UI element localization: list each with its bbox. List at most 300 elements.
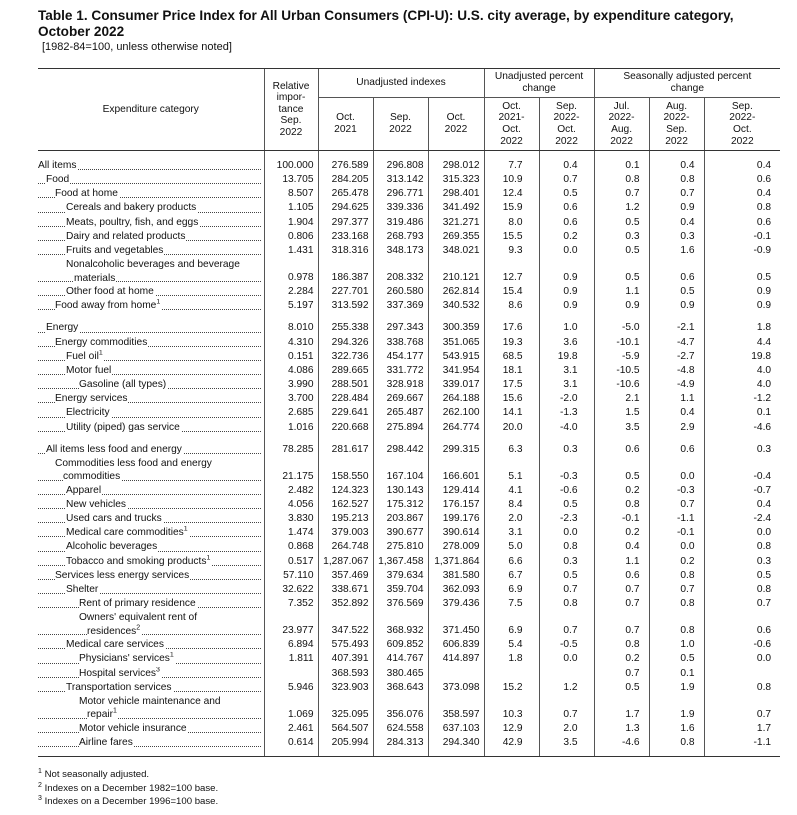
row-value: 276.589 <box>318 159 373 173</box>
row-value: 298.401 <box>428 187 484 201</box>
row-value: 0.3 <box>649 230 704 244</box>
table-row <box>38 350 780 364</box>
row-category-label: Fuel oil$^1$ <box>38 350 264 364</box>
row-value: 1.016 <box>264 421 318 435</box>
row-value: 275.810 <box>373 540 428 554</box>
row-value: 3.5 <box>594 421 649 435</box>
row-value: 0.5 <box>594 216 649 230</box>
row-value: 0.7 <box>539 173 594 187</box>
row-value: 325.095 <box>318 695 373 722</box>
row-value: 351.065 <box>428 336 484 350</box>
row-value: 313.142 <box>373 173 428 187</box>
row-value: 0.151 <box>264 350 318 364</box>
row-category-label: Hospital services$^3$ <box>38 667 264 681</box>
row-value: 348.173 <box>373 244 428 258</box>
row-value: 0.1 <box>594 159 649 173</box>
row-value: 454.177 <box>373 350 428 364</box>
row-value: 8.4 <box>484 498 539 512</box>
row-value: -2.0 <box>539 392 594 406</box>
row-value: 322.736 <box>318 350 373 364</box>
row-category-label: Cereals and bakery products <box>38 201 264 215</box>
row-value: 0.6 <box>649 443 704 457</box>
row-value: 3.5 <box>539 736 594 750</box>
row-category-label: Food at home <box>38 187 264 201</box>
row-value: 0.7 <box>539 611 594 638</box>
row-value: 338.768 <box>373 336 428 350</box>
row-category-label: Motor vehicle maintenance and repair$^1$ <box>38 695 264 722</box>
row-value: 176.157 <box>428 498 484 512</box>
row-value: 208.332 <box>373 258 428 285</box>
row-value: 3.830 <box>264 512 318 526</box>
row-value: 1.3 <box>594 722 649 736</box>
row-value: 0.7 <box>594 597 649 611</box>
row-value: 268.793 <box>373 230 428 244</box>
table-row <box>38 443 780 457</box>
row-value: 288.501 <box>318 378 373 392</box>
row-value: 0.7 <box>539 583 594 597</box>
row-value: -4.8 <box>649 364 704 378</box>
row-value: 1.9 <box>649 695 704 722</box>
row-value: 362.093 <box>428 583 484 597</box>
row-category-label: Airline fares <box>38 736 264 750</box>
row-value: 2.1 <box>594 392 649 406</box>
row-value: 18.1 <box>484 364 539 378</box>
row-value: 0.3 <box>594 230 649 244</box>
row-value: 299.315 <box>428 443 484 457</box>
header-period-col: Oct. 2021- Oct. 2022 <box>484 98 539 151</box>
row-value: 2.0 <box>484 512 539 526</box>
row-value: 1,287.067 <box>318 555 373 569</box>
row-value: -0.7 <box>704 484 780 498</box>
row-value: 348.021 <box>428 244 484 258</box>
row-value: 0.9 <box>704 299 780 313</box>
table-title: Table 1. Consumer Price Index for All Urban Consumers (CPI-U): U.S. city average, by expenditure category, October 2022 <box>38 8 734 39</box>
row-value: 341.954 <box>428 364 484 378</box>
row-value: -0.1 <box>594 512 649 526</box>
footnotes <box>38 768 218 809</box>
table-row <box>38 216 780 230</box>
row-value: 3.1 <box>484 526 539 540</box>
row-value: 0.614 <box>264 736 318 750</box>
row-value: 220.668 <box>318 421 373 435</box>
header-period-col: Jul. 2022- Aug. 2022 <box>594 98 649 151</box>
table-row <box>38 457 780 484</box>
row-value: 9.3 <box>484 244 539 258</box>
row-value: 0.2 <box>649 555 704 569</box>
row-value: 57.110 <box>264 569 318 583</box>
row-value: 0.9 <box>594 299 649 313</box>
row-value: 0.6 <box>539 216 594 230</box>
row-value: 338.671 <box>318 583 373 597</box>
row-value: 264.188 <box>428 392 484 406</box>
row-value: -5.9 <box>594 350 649 364</box>
row-value: 21.175 <box>264 457 318 484</box>
row-value: 0.8 <box>594 498 649 512</box>
row-value: -2.3 <box>539 512 594 526</box>
row-category-label: Energy commodities <box>38 336 264 350</box>
header-period-col: Sep. 2022 <box>373 98 428 151</box>
row-value: 2.461 <box>264 722 318 736</box>
row-value: 340.532 <box>428 299 484 313</box>
row-value: 0.5 <box>594 258 649 285</box>
row-value: 356.076 <box>373 695 428 722</box>
row-value: 0.6 <box>649 258 704 285</box>
table-row <box>38 244 780 258</box>
row-value: 10.3 <box>484 695 539 722</box>
row-value: 0.4 <box>594 540 649 554</box>
row-value: -0.6 <box>539 484 594 498</box>
row-value: 371.450 <box>428 611 484 638</box>
table-row <box>38 555 780 569</box>
row-value: 5.946 <box>264 681 318 695</box>
row-value: 379.436 <box>428 597 484 611</box>
row-value: 269.355 <box>428 230 484 244</box>
row-value: -1.2 <box>704 392 780 406</box>
table-row <box>38 667 780 681</box>
row-value: 294.340 <box>428 736 484 750</box>
row-value: 158.550 <box>318 457 373 484</box>
row-value: 0.9 <box>704 285 780 299</box>
table-row <box>38 299 780 313</box>
row-value: -0.5 <box>539 638 594 652</box>
row-value: 15.4 <box>484 285 539 299</box>
row-value: 0.978 <box>264 258 318 285</box>
table-row <box>38 569 780 583</box>
row-value: 2.284 <box>264 285 318 299</box>
row-value: 1.474 <box>264 526 318 540</box>
table-row <box>38 611 780 638</box>
row-value: 4.086 <box>264 364 318 378</box>
row-value: 319.486 <box>373 216 428 230</box>
row-value: 0.7 <box>649 187 704 201</box>
table-row <box>38 652 780 666</box>
row-value: 358.597 <box>428 695 484 722</box>
row-value: 0.9 <box>539 258 594 285</box>
row-value: 6.6 <box>484 555 539 569</box>
row-value: 228.484 <box>318 392 373 406</box>
row-value: 0.4 <box>649 159 704 173</box>
row-value: 195.213 <box>318 512 373 526</box>
row-value: 1.1 <box>594 555 649 569</box>
row-value: 606.839 <box>428 638 484 652</box>
row-value: 347.522 <box>318 611 373 638</box>
row-category-label: Tobacco and smoking products$^1$ <box>38 555 264 569</box>
row-value: 12.9 <box>484 722 539 736</box>
row-value: 15.5 <box>484 230 539 244</box>
table-row <box>38 512 780 526</box>
row-category-label: All items <box>38 159 264 173</box>
row-value: 379.634 <box>373 569 428 583</box>
row-value: 390.677 <box>373 526 428 540</box>
row-value: 13.705 <box>264 173 318 187</box>
table-row <box>38 187 780 201</box>
row-value: 264.748 <box>318 540 373 554</box>
row-category-label: Commodities less food and energy commodities <box>38 457 264 484</box>
row-value <box>428 667 484 681</box>
row-value: 203.867 <box>373 512 428 526</box>
row-value: 0.4 <box>704 498 780 512</box>
row-value: -2.4 <box>704 512 780 526</box>
row-value: 0.8 <box>704 201 780 215</box>
row-value: 175.312 <box>373 498 428 512</box>
row-category-label: Medical care services <box>38 638 264 652</box>
row-value: 368.593 <box>318 667 373 681</box>
row-value: 4.1 <box>484 484 539 498</box>
row-value: 624.558 <box>373 722 428 736</box>
row-value: 23.977 <box>264 611 318 638</box>
row-value: 68.5 <box>484 350 539 364</box>
row-value: 368.932 <box>373 611 428 638</box>
row-category-label: Electricity <box>38 406 264 420</box>
row-value: -0.1 <box>649 526 704 540</box>
row-value: 0.6 <box>704 611 780 638</box>
row-value: 210.121 <box>428 258 484 285</box>
row-value: 390.614 <box>428 526 484 540</box>
row-value: -5.0 <box>594 321 649 335</box>
row-category-label: Apparel <box>38 484 264 498</box>
row-value: 0.8 <box>649 736 704 750</box>
row-value: 3.700 <box>264 392 318 406</box>
row-value: 1.7 <box>704 722 780 736</box>
row-value: 0.5 <box>704 569 780 583</box>
row-value: -4.0 <box>539 421 594 435</box>
table-row <box>38 321 780 335</box>
row-value: 284.205 <box>318 173 373 187</box>
row-value: 0.517 <box>264 555 318 569</box>
table-row <box>38 526 780 540</box>
row-value: 4.310 <box>264 336 318 350</box>
row-value: 19.8 <box>704 350 780 364</box>
row-value: 1.5 <box>594 406 649 420</box>
row-value: 0.5 <box>649 285 704 299</box>
row-value: 0.8 <box>649 173 704 187</box>
row-value: 3.1 <box>539 378 594 392</box>
row-value: 0.6 <box>704 216 780 230</box>
row-value: -4.7 <box>649 336 704 350</box>
row-value: 543.915 <box>428 350 484 364</box>
row-category-label: Services less energy services <box>38 569 264 583</box>
row-value: 0.9 <box>649 299 704 313</box>
row-value: 323.903 <box>318 681 373 695</box>
row-value: 0.6 <box>539 201 594 215</box>
row-value: 19.3 <box>484 336 539 350</box>
row-value: 352.892 <box>318 597 373 611</box>
row-value <box>704 667 780 681</box>
row-value: 0.7 <box>704 695 780 722</box>
row-value: 205.994 <box>318 736 373 750</box>
table-row <box>38 392 780 406</box>
row-value: 0.7 <box>594 187 649 201</box>
row-value: 0.7 <box>649 498 704 512</box>
row-value: 162.527 <box>318 498 373 512</box>
row-value: 129.414 <box>428 484 484 498</box>
row-value: -4.6 <box>594 736 649 750</box>
row-value: 296.771 <box>373 187 428 201</box>
table-row <box>38 159 780 173</box>
row-value: 0.2 <box>539 230 594 244</box>
footnote: $^3$ Indexes on a December 1996=100 base. <box>38 794 219 807</box>
row-value: 8.0 <box>484 216 539 230</box>
row-value: 0.4 <box>649 406 704 420</box>
row-value: 331.772 <box>373 364 428 378</box>
row-value: 0.9 <box>539 285 594 299</box>
row-value: 167.104 <box>373 457 428 484</box>
row-value: 341.492 <box>428 201 484 215</box>
row-value: 0.5 <box>539 498 594 512</box>
row-value: 289.665 <box>318 364 373 378</box>
row-value: 0.3 <box>539 443 594 457</box>
row-value: 7.5 <box>484 597 539 611</box>
row-value: 130.143 <box>373 484 428 498</box>
row-value: 3.1 <box>539 364 594 378</box>
row-value: 264.774 <box>428 421 484 435</box>
row-value: 14.1 <box>484 406 539 420</box>
row-value: -4.9 <box>649 378 704 392</box>
row-value: 0.806 <box>264 230 318 244</box>
row-value: 1,371.864 <box>428 555 484 569</box>
row-category-label: Rent of primary residence <box>38 597 264 611</box>
row-value: 4.0 <box>704 364 780 378</box>
row-category-label: Energy <box>38 321 264 335</box>
row-value: 321.271 <box>428 216 484 230</box>
row-value: 0.5 <box>704 258 780 285</box>
row-value: 0.6 <box>594 569 649 583</box>
row-value: 0.0 <box>704 652 780 666</box>
row-value: 1.1 <box>649 392 704 406</box>
row-value: 575.493 <box>318 638 373 652</box>
row-value: 0.1 <box>649 667 704 681</box>
row-value: 1.6 <box>649 244 704 258</box>
row-value: -1.1 <box>649 512 704 526</box>
row-value: 275.894 <box>373 421 428 435</box>
row-value: 5.1 <box>484 457 539 484</box>
table-row <box>38 336 780 350</box>
row-value: 0.4 <box>704 187 780 201</box>
row-value: 0.8 <box>649 597 704 611</box>
row-value: 100.000 <box>264 159 318 173</box>
table-row <box>38 695 780 722</box>
row-value: 1,367.458 <box>373 555 428 569</box>
row-value: 8.010 <box>264 321 318 335</box>
row-value: 0.0 <box>649 540 704 554</box>
row-value: 17.6 <box>484 321 539 335</box>
row-category-label: Dairy and related products <box>38 230 264 244</box>
row-category-label: New vehicles <box>38 498 264 512</box>
header-seasonally-adjusted-percent-change: Seasonally adjusted percent change <box>594 69 780 98</box>
row-value: 0.5 <box>594 244 649 258</box>
row-value: 199.176 <box>428 512 484 526</box>
row-value: 315.323 <box>428 173 484 187</box>
table-row <box>38 638 780 652</box>
row-value: -0.1 <box>704 230 780 244</box>
row-value <box>264 667 318 681</box>
row-value: 19.8 <box>539 350 594 364</box>
row-value: 0.2 <box>594 484 649 498</box>
row-value: 0.0 <box>539 652 594 666</box>
row-value: 260.580 <box>373 285 428 299</box>
row-value: 414.767 <box>373 652 428 666</box>
row-value: 0.6 <box>704 173 780 187</box>
row-value: 0.6 <box>594 443 649 457</box>
row-value: 278.009 <box>428 540 484 554</box>
table-row <box>38 540 780 554</box>
row-value: 1.069 <box>264 695 318 722</box>
row-value: -0.3 <box>649 484 704 498</box>
row-value: 0.7 <box>594 611 649 638</box>
row-value <box>539 667 594 681</box>
row-category-label: Other food at home <box>38 285 264 299</box>
row-value: 6.7 <box>484 569 539 583</box>
row-value: 357.469 <box>318 569 373 583</box>
footnote: $^2$ Indexes on a December 1982=100 base. <box>38 781 219 794</box>
row-value: 1.9 <box>649 681 704 695</box>
row-value: 298.012 <box>428 159 484 173</box>
row-value: 269.667 <box>373 392 428 406</box>
row-value: 284.313 <box>373 736 428 750</box>
row-value: -10.1 <box>594 336 649 350</box>
row-value: 0.3 <box>704 443 780 457</box>
row-value: 1.431 <box>264 244 318 258</box>
table-row <box>38 285 780 299</box>
row-value: 6.9 <box>484 611 539 638</box>
row-value: 0.0 <box>539 244 594 258</box>
row-value: 1.0 <box>539 321 594 335</box>
row-value: 0.0 <box>539 526 594 540</box>
row-value: 564.507 <box>318 722 373 736</box>
row-value: 2.482 <box>264 484 318 498</box>
row-value: 0.5 <box>594 457 649 484</box>
row-value: 0.8 <box>649 611 704 638</box>
row-value: 296.808 <box>373 159 428 173</box>
header-expenditure-category: Expenditure category <box>38 69 264 151</box>
row-value: 2.9 <box>649 421 704 435</box>
row-value: 5.197 <box>264 299 318 313</box>
row-value: 3.6 <box>539 336 594 350</box>
row-value: 1.1 <box>594 285 649 299</box>
row-value: 3.990 <box>264 378 318 392</box>
row-category-label: Energy services <box>38 392 264 406</box>
row-value: 2.685 <box>264 406 318 420</box>
row-value: 407.391 <box>318 652 373 666</box>
row-value: 0.8 <box>704 540 780 554</box>
row-value: 7.352 <box>264 597 318 611</box>
row-value: 281.617 <box>318 443 373 457</box>
table-row <box>38 173 780 187</box>
table-row <box>38 230 780 244</box>
row-value: 1.6 <box>649 722 704 736</box>
row-value: 5.0 <box>484 540 539 554</box>
row-value: 0.5 <box>649 652 704 666</box>
row-value: 0.7 <box>649 583 704 597</box>
row-category-label: All items less food and energy <box>38 443 264 457</box>
row-value: -1.1 <box>704 736 780 750</box>
row-value: 42.9 <box>484 736 539 750</box>
row-value: 78.285 <box>264 443 318 457</box>
row-value: 12.4 <box>484 187 539 201</box>
row-category-label: Shelter <box>38 583 264 597</box>
row-value: 328.918 <box>373 378 428 392</box>
row-value: 20.0 <box>484 421 539 435</box>
row-value: -0.3 <box>539 457 594 484</box>
row-value: 15.2 <box>484 681 539 695</box>
header-period-col: Sep. 2022- Oct. 2022 <box>704 98 780 151</box>
row-value: 379.003 <box>318 526 373 540</box>
footnote: $^1$ Not seasonally adjusted. <box>38 767 150 780</box>
row-value: 262.814 <box>428 285 484 299</box>
table-row <box>38 378 780 392</box>
row-value: 0.8 <box>594 638 649 652</box>
row-value: 1.105 <box>264 201 318 215</box>
